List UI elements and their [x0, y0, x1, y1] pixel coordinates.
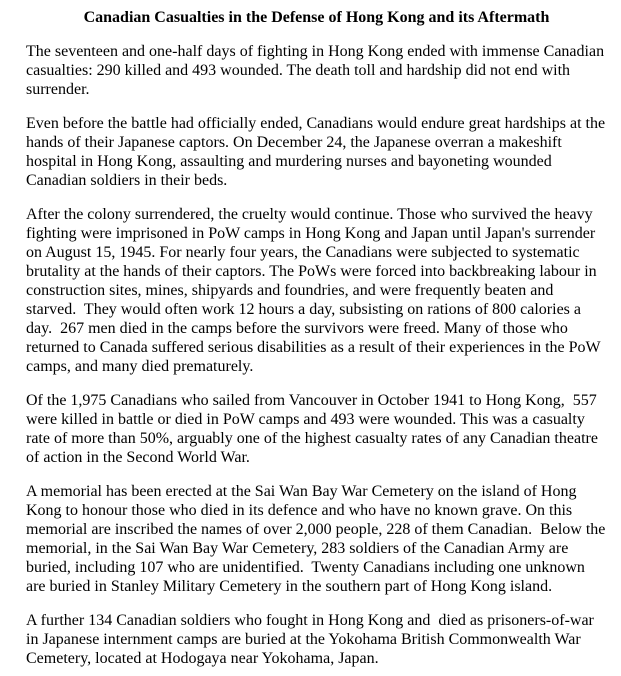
- paragraph-pow-camps: After the colony surrendered, the cruelty would continue. Those who survived the heavy fighting were imprisoned in PoW camps in Hong Kong and Japan until Japan's surrender on August 15, 1945. For nearly four years, the Canadians were subjected to systematic brutality at the hands of their captors. The PoWs were forced into backbreaking labour in construction sites, mines, shipyards and foundries, and were frequently beaten and starved. They would often work 12 hours a day, subsisting on rations of 800 calories a day. 267 men died in the camps before the survivors were freed. Many of those who returned to Canada suffered serious disabilities as a result of their experiences in the PoW camps, and many died prematurely.: [26, 206, 605, 375]
- paragraph-hospital-atrocity: Even before the battle had officially ended, Canadians would endure great hardships at the hands of their Japanese captors. On December 24, the Japanese overran a makeshift hospital in Hong Kong, assaulting and murdering nurses and bayoneting wounded Canadian soldiers in their beds.: [26, 115, 610, 189]
- paragraph-casualty-summary: The seventeen and one-half days of fighting in Hong Kong ended with immense Canadian casualties: 290 killed and 493 wounded. The death toll and hardship did not end with surrender.: [26, 43, 609, 98]
- document-title: Canadian Casualties in the Defense of Hong Kong and its Aftermath: [83, 9, 550, 26]
- document-body: [26, 42, 610, 668]
- paragraph-casualty-rate: Of the 1,975 Canadians who sailed from Vancouver in October 1941 to Hong Kong, 557 were killed in battle or died in PoW camps and 493 were wounded. This was a casualty rate of more than 50%, arguably one of the highest casualty rates of any Canadian theatre of action in the Second World War.: [26, 392, 602, 466]
- paragraph-sai-wan-memorial: A memorial has been erected at the Sai Wan Bay War Cemetery on the island of Hong Kong to honour those who died in its defence and who have no known grave. On this memorial are inscribed the names of over 2,000 people, 228 of them Canadian. Below the memorial, in the Sai Wan Bay War Cemetery, 283 soldiers of the Canadian Army are buried, including 107 who are unidentified. Twenty Canadians including one unknown are buried in Stanley Military Cemetery in the southern part of Hong Kong island.: [26, 483, 610, 595]
- paragraph-yokohama-cemetery: A further 134 Canadian soldiers who fought in Hong Kong and died as prisoners-of-war in Japanese internment camps are buried at the Yokohama British Commonwealth War Cemetery, located at Hodogaya near Yokohama, Japan.: [26, 612, 598, 667]
